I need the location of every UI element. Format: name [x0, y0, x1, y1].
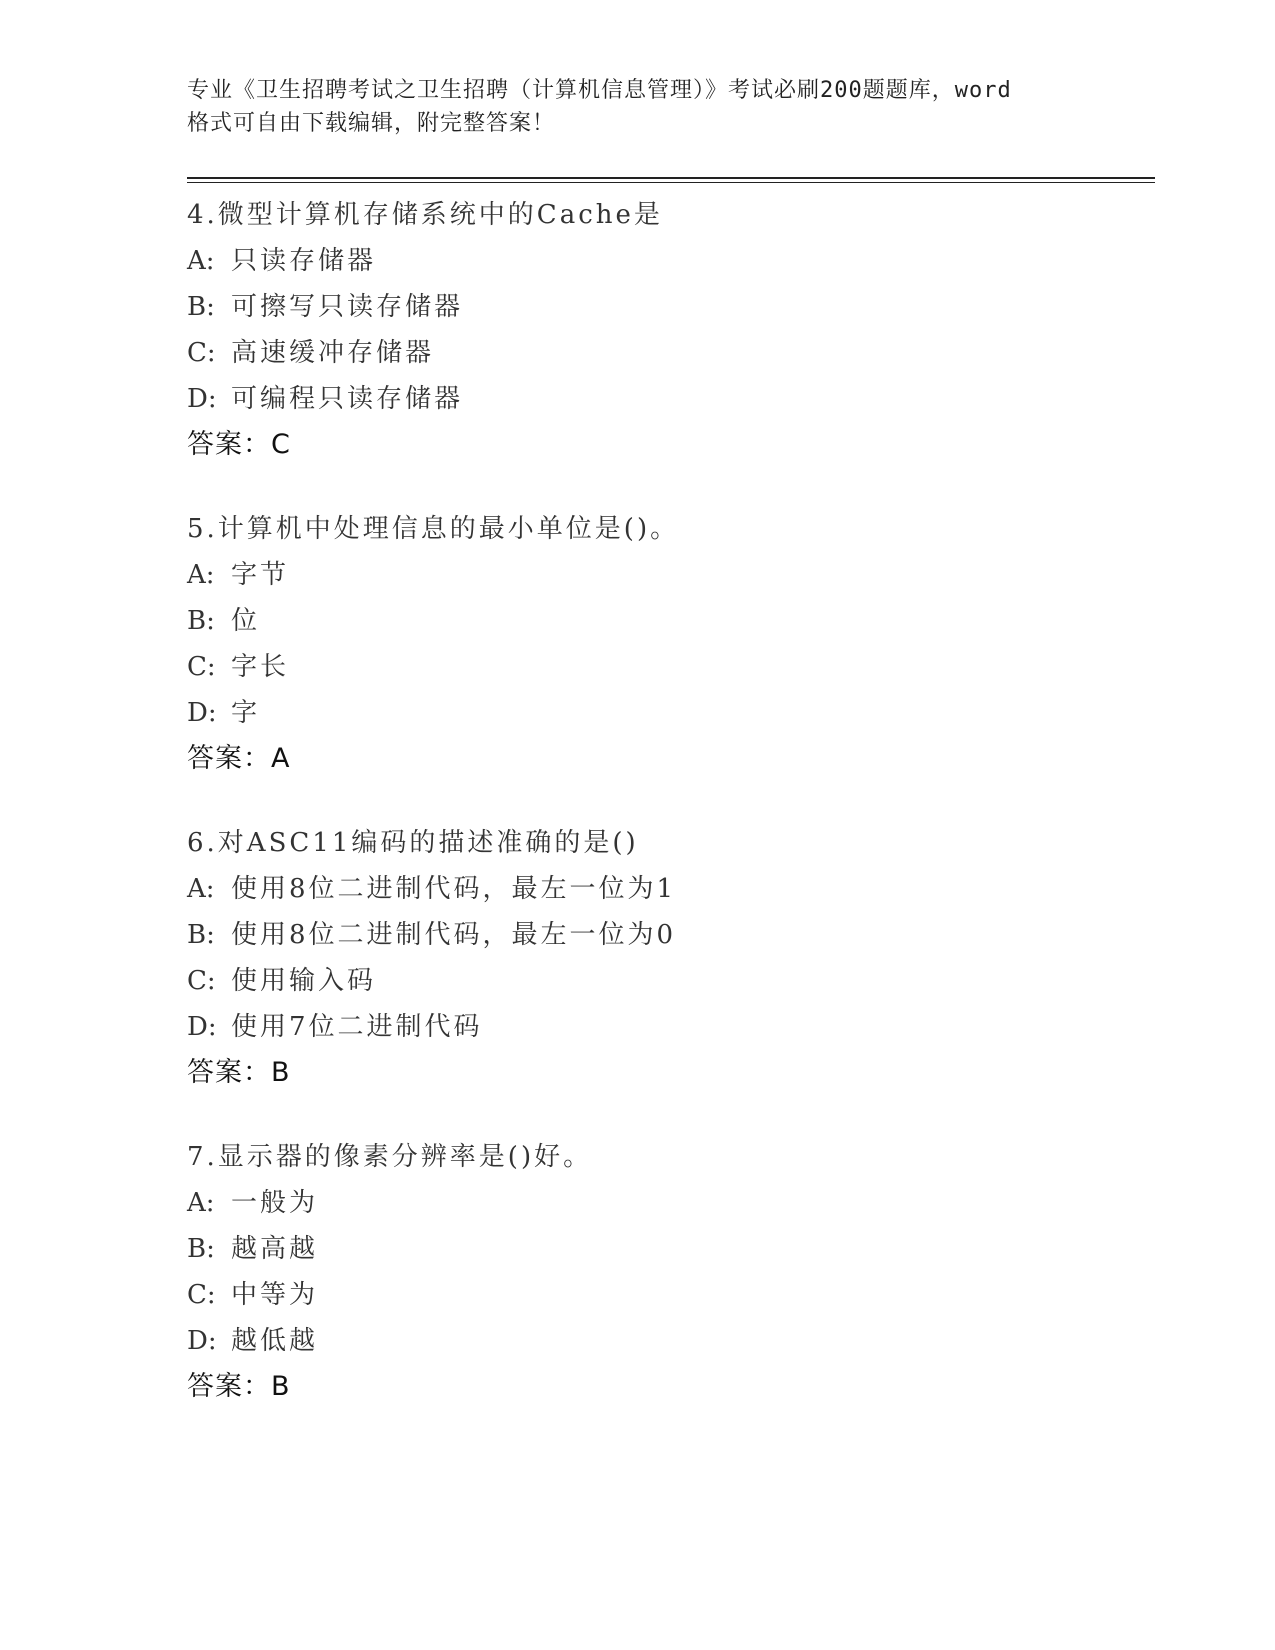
- option-text: 位: [231, 606, 261, 636]
- option-d: [187, 376, 1147, 422]
- option-label: C:: [187, 1280, 216, 1310]
- option-label: C:: [187, 966, 216, 996]
- question-stem: 5.计算机中处理信息的最小单位是()。: [187, 514, 680, 544]
- option-label: C:: [187, 338, 216, 368]
- option-b: [187, 1226, 1147, 1272]
- option-label: C:: [187, 652, 216, 682]
- question-stem: 7.显示器的像素分辨率是()好。: [187, 1142, 593, 1172]
- option-text: 字节: [231, 560, 290, 590]
- option-text: 使用7位二进制代码: [231, 1012, 483, 1042]
- option-text: 使用输入码: [231, 966, 377, 996]
- question-4: [187, 192, 1147, 468]
- option-label: A:: [187, 560, 215, 590]
- option-text: 使用8位二进制代码，最左一位为1: [231, 874, 677, 904]
- header-divider-thick: [187, 177, 1155, 179]
- answer-key: 答案：B: [187, 1371, 291, 1402]
- option-text: 字长: [231, 652, 290, 682]
- answer-key: 答案：A: [187, 743, 291, 774]
- option-text: 字: [231, 698, 261, 728]
- option-label: D:: [187, 384, 217, 414]
- option-text: 高速缓冲存储器: [231, 338, 435, 368]
- header-line-2: 格式可自由下载编辑，附完整答案！: [187, 111, 556, 136]
- option-label: B:: [187, 292, 215, 322]
- header-line-1: 专业《卫生招聘考试之卫生招聘（计算机信息管理）》考试必刷200题题库，word: [187, 78, 1012, 103]
- option-label: B:: [187, 1234, 215, 1264]
- option-c: [187, 958, 1147, 1004]
- option-a: [187, 552, 1147, 598]
- question-5: [187, 506, 1147, 782]
- option-d: [187, 690, 1147, 736]
- question-7: [187, 1134, 1147, 1410]
- option-text: 中等为: [231, 1280, 319, 1310]
- option-label: A:: [187, 874, 215, 904]
- option-b: [187, 284, 1147, 330]
- option-label: D:: [187, 1012, 217, 1042]
- option-a: [187, 238, 1147, 284]
- option-text: 只读存储器: [231, 246, 377, 276]
- option-label: B:: [187, 606, 215, 636]
- option-text: 可擦写只读存储器: [231, 292, 464, 322]
- option-label: D:: [187, 698, 217, 728]
- question-stem: 4.微型计算机存储系统中的Cache是: [187, 200, 663, 230]
- option-d: [187, 1004, 1147, 1050]
- question-6: [187, 820, 1147, 1096]
- option-text: 越低越: [231, 1326, 319, 1356]
- option-label: D:: [187, 1326, 217, 1356]
- option-c: [187, 330, 1147, 376]
- document-header: [187, 74, 1107, 140]
- option-label: B:: [187, 920, 215, 950]
- option-text: 可编程只读存储器: [231, 384, 464, 414]
- option-a: [187, 1180, 1147, 1226]
- option-label: A:: [187, 246, 215, 276]
- option-text: 越高越: [231, 1234, 319, 1264]
- answer-key: 答案：C: [187, 429, 291, 460]
- option-c: [187, 1272, 1147, 1318]
- option-c: [187, 644, 1147, 690]
- option-a: [187, 866, 1147, 912]
- option-label: A:: [187, 1188, 215, 1218]
- option-text: 一般为: [231, 1188, 319, 1218]
- answer-key: 答案：B: [187, 1057, 291, 1088]
- question-stem: 6.对ASC11编码的描述准确的是(): [187, 828, 639, 858]
- option-text: 使用8位二进制代码，最左一位为0: [231, 920, 677, 950]
- question-list: [187, 192, 1147, 1448]
- option-d: [187, 1318, 1147, 1364]
- option-b: [187, 912, 1147, 958]
- option-b: [187, 598, 1147, 644]
- header-divider-thin: [187, 182, 1155, 183]
